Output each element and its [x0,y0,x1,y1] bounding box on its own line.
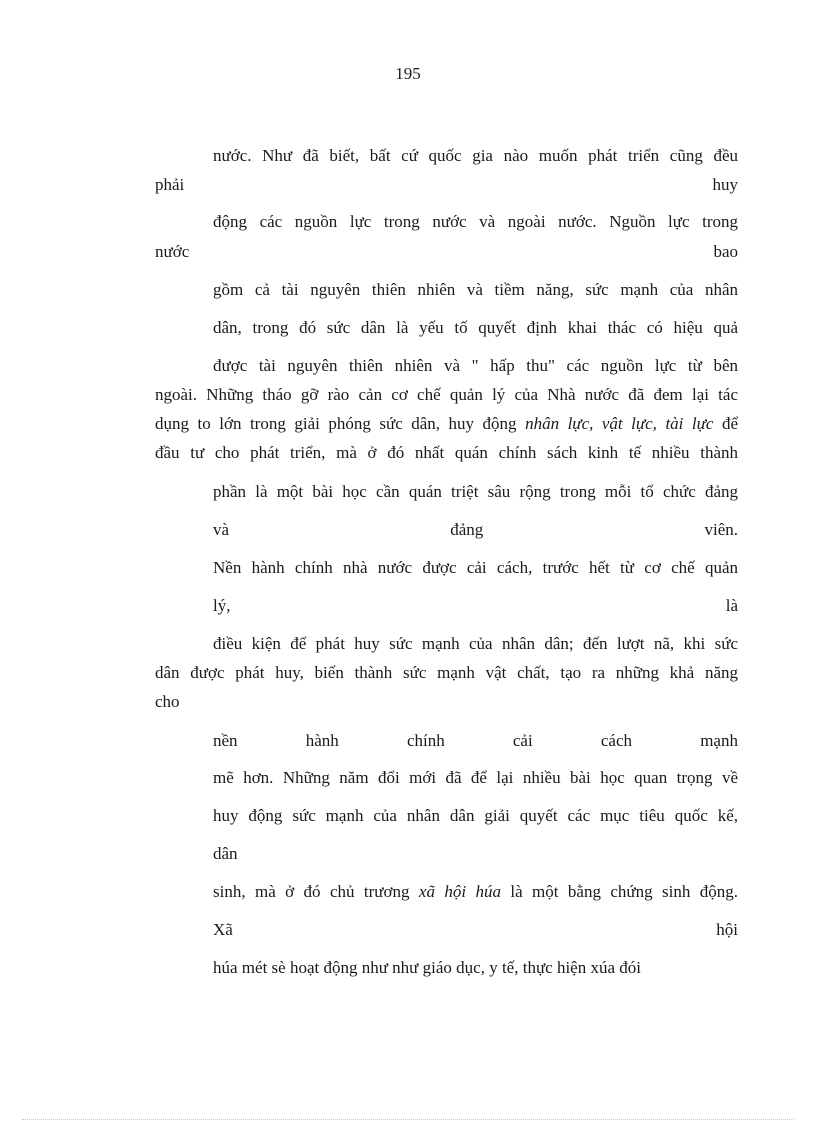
text-line-14 [213,595,738,617]
word: bao [713,242,738,261]
text-line-17: cho [155,692,180,711]
text-line-13: Nền hành chính nhà nước được cải cách, trước hết từ cơ chế quản [213,558,738,577]
word: Xã [213,920,233,939]
word: nước [155,242,190,261]
text-line-15: điều kiện để phát huy sức mạnh của nhân dân; đến lượt nã, khi sức [213,634,738,653]
text-run: sinh, mà ở đó chủ trương [213,882,419,901]
text-line-7: được tài nguyên thiên nhiên và " hấp thu" các nguồn lực từ bên [213,356,738,375]
text-line-8: ngoài. Những tháo gỡ rào cản cơ chế quản lý của Nhà nước đã đem lại tác [155,385,738,404]
word: huy [712,175,738,194]
text-run: dụng to lớn trong giải phóng sức dân, huy động [155,414,526,433]
text-line-12 [213,519,738,541]
text-line-22 [213,881,738,903]
text-line-20: huy động sức mạnh của nhân dân giải quyết các mục tiêu quốc kế, [213,806,738,825]
text-line-23 [213,919,738,941]
text-line-21: dân [213,844,238,863]
text-line-6: dân, trong đó sức dân là yếu tố quyết định khai thác có hiệu quả [213,318,738,337]
word: mạnh [700,731,738,750]
word: đảng [450,520,484,539]
word: phải [155,175,185,194]
text-line-1: nước. Như đã biết, bất cứ quốc gia nào muốn phát triển cũng đều [213,146,738,165]
text-line-3: động các nguồn lực trong nước và ngoài nước. Nguồn lực trong [213,212,738,231]
word: nền [213,731,238,750]
italic-phrase: nhân lực, vật lực, tài lực [525,414,714,433]
text-run: để [713,414,738,433]
text-line-9 [155,413,738,435]
text-line-18 [213,730,738,752]
text-line-5: gồm cả tài nguyên thiên nhiên và tiềm năng, sức mạnh của nhân [213,280,738,299]
word: hội [716,920,738,939]
text-line-11: phần là một bài học cần quán triệt sâu rộng trong mỗi tổ chức đảng [213,482,738,501]
word: chính [406,731,445,750]
text-line-2 [155,174,738,196]
word: hành [305,731,339,750]
word: cách [600,731,633,750]
text-line-24: húa mét sè hoạt động như như giáo dục, y tế, thực hiện xúa đói [213,958,641,977]
text-line-4 [155,241,738,263]
italic-phrase: xã hội húa [418,882,501,901]
page-number: 195 [395,64,421,83]
text-line-19: mẽ hơn. Những năm đổi mới đã để lại nhiều bài học quan trọng về [213,768,738,787]
word: và [213,520,230,539]
page-bottom-divider [22,1119,794,1120]
word: viên. [704,520,738,539]
text-line-10: đầu tư cho phát triển, mà ở đó nhất quán chính sách kinh tế nhiều thành [155,443,738,462]
text-run: là một bằng chứng sinh động. [500,882,738,901]
text-line-16: dân được phát huy, biến thành sức mạnh vật chất, tạo ra những khả năng [155,663,738,682]
word: là [725,596,738,615]
word: lý, [213,596,231,615]
word: cải [512,731,533,750]
